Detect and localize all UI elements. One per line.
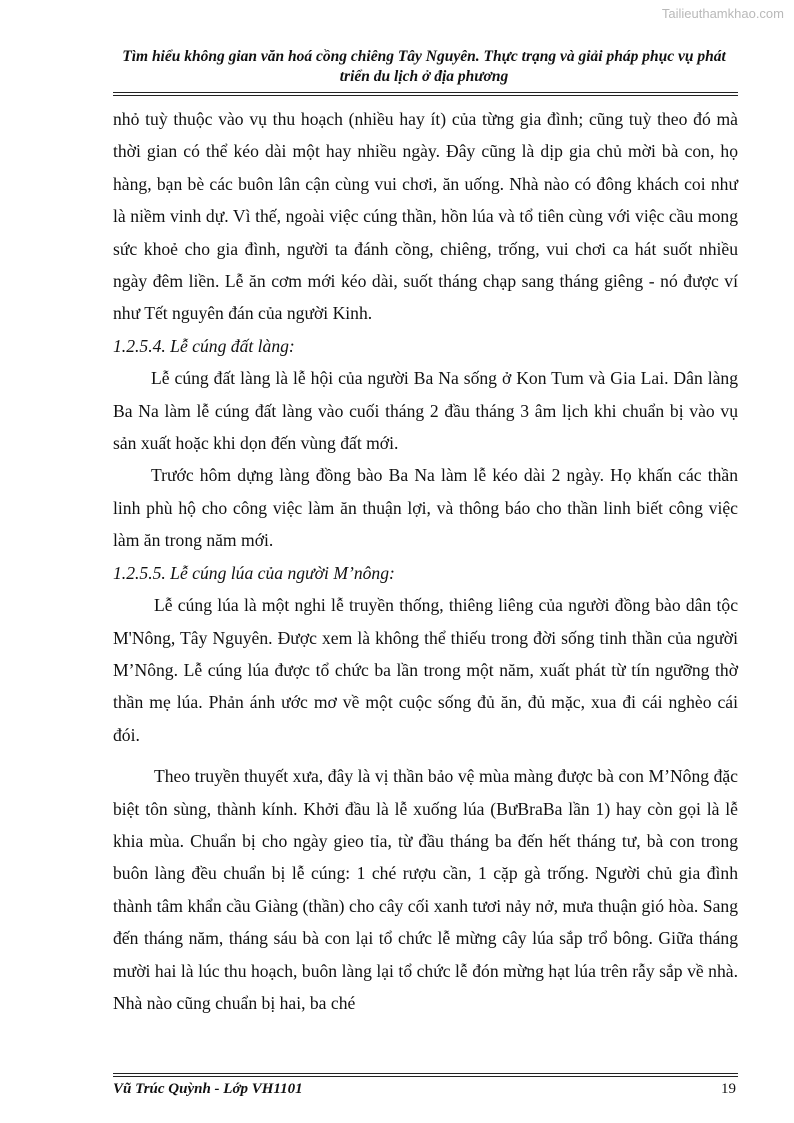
paragraph: Lễ cúng đất làng là lễ hội của người Ba Na sống ở Kon Tum và Gia Lai. Dân làng Ba Na làm lễ cúng đất làng vào cuối tháng 2 đầu tháng 3 âm lịch khi chuẩn bị vào vụ sản xuất hoặc khi dọn đến vùng đất mới. [113, 368, 738, 454]
paragraph: Theo truyền thuyết xưa, đây là vị thần bảo vệ mùa màng được bà con M’Nông đặc biệt tôn sùng, thành kính. Khởi đầu là lễ xuống lúa (BưBraBa lần 1) hay còn gọi là lễ khia mùa. Chuẩn bị cho ngày gieo tỉa, từ đầu tháng ba đến hết tháng tư, bà con trong buôn làng đều chuẩn bị lễ cúng: 1 ché rượu cần, 1 cặp gà trống. Người chủ gia đình thành tâm khẩn cầu Giàng (thần) cho cây cối xanh tươi nảy nở, mưa thuận gió hòa. Sang đến tháng năm, tháng sáu bà con lại tổ chức lễ mừng cây lúa sắp trổ bông. Giữa tháng mười hai là lúc thu hoạch, buôn làng lại tổ chức lễ đón mừng hạt lúa trên rẫy sắp về nhà. Nhà nào cũng chuẩn bị hai, ba ché [113, 766, 738, 1013]
footer-author: Vũ Trúc Quỳnh - Lớp VH1101 [113, 1081, 303, 1097]
paragraph: Trước hôm dựng làng đồng bào Ba Na làm lễ kéo dài 2 ngày. Họ khấn các thần linh phù hộ cho công việc làm ăn thuận lợi, và thông báo cho thần linh biết công việc làm ăn trong năm mới. [113, 465, 738, 551]
page-number: 19 [721, 1081, 736, 1097]
document-body [113, 103, 738, 1019]
paragraph-continuation: nhỏ tuỳ thuộc vào vụ thu hoạch (nhiều hay ít) của từng gia đình; cũng tuỳ theo đó mà thời gian có thể kéo dài một hay nhiều ngày. Đây cũng là dịp gia chủ mời bà con, họ hàng, bạn bè các buôn lân cận cùng vui chơi, ăn uống. Nhà nào có đông khách coi như là niềm vinh dự. Vì thế, ngoài việc cúng thần, hồn lúa và tổ tiên cùng với việc cầu mong sức khoẻ cho gia đình, người ta đánh cồng, chiêng, trống, vui chơi ca hát suốt nhiều ngày đêm liền. Lễ ăn cơm mới kéo dài, suốt tháng chạp sang tháng giêng - nó được ví như Tết nguyên đán của người Kinh. [113, 109, 738, 324]
footer-divider [113, 1073, 738, 1077]
section-heading-1-2-5-4: 1.2.5.4. Lễ cúng đất làng: [113, 335, 295, 356]
paragraph: Lễ cúng lúa là một nghi lễ truyền thống, thiêng liêng của người đồng bào dân tộc M'Nông, Tây Nguyên. Được xem là không thể thiếu trong đời sống tinh thần của người M’Nông. Lễ cúng lúa được tổ chức ba lần trong một năm, xuất phát từ tín ngưỡng thờ thần mẹ lúa. Phản ánh ước mơ về một cuộc sống đủ ăn, đủ mặc, xua đi cái nghèo cái đói. [113, 595, 738, 745]
section-heading-1-2-5-5: 1.2.5.5. Lễ cúng lúa của người M’nông: [113, 562, 395, 583]
page-header-title: Tìm hiểu không gian văn hoá cồng chiêng Tây Nguyên. Thực trạng và giải pháp phục vụ phát triển du lịch ở địa phương [122, 48, 726, 85]
watermark: Tailieuthamkhao.com [661, 6, 784, 21]
header-divider [113, 92, 738, 96]
